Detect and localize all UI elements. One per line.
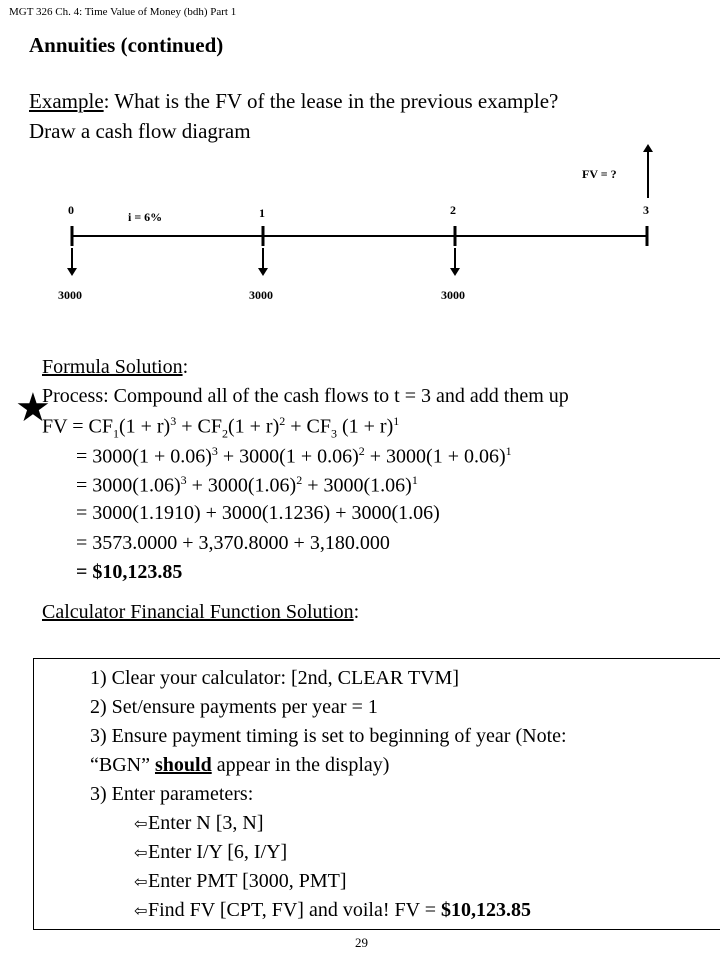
payment-label-2: 3000	[441, 288, 465, 302]
step-3-continued	[90, 754, 389, 777]
sub-step-pmt-text: Enter PMT [3000, PMT]	[148, 870, 347, 892]
formula-heading-colon: :	[182, 356, 189, 378]
calculator-heading-text: Calculator Financial Function Solution	[42, 601, 354, 623]
arrow-icon: ⇦	[134, 872, 148, 891]
sub-step-fv-text: Find FV [CPT, FV] and voila! FV =	[148, 899, 441, 921]
formula-line-4: = 3573.0000 + 3,370.8000 + 3,180.000	[76, 532, 390, 554]
sub-step-n	[134, 812, 264, 835]
payment-label-1: 3000	[249, 288, 273, 302]
formula-process: Process: Compound all of the cash flows to t = 3 and add them up	[42, 385, 569, 407]
calculator-heading	[42, 601, 359, 624]
sub-step-iy	[134, 841, 287, 864]
step-3: 3) Ensure payment timing is set to beginning of year (Note:	[90, 725, 567, 747]
step-2: 2) Set/ensure payments per year = 1	[90, 696, 378, 718]
example-instruction: Draw a cash flow diagram	[29, 119, 251, 143]
period-label-3: 3	[643, 203, 649, 217]
payment-label-0: 3000	[58, 288, 82, 302]
cash-flow-diagram	[0, 135, 720, 310]
page-number: 29	[355, 935, 368, 950]
calculator-heading-colon: :	[353, 601, 360, 623]
fv-result: $10,123.85	[440, 899, 531, 921]
star-icon: ★	[15, 385, 51, 431]
period-label-2: 2	[450, 203, 456, 217]
arrow-icon: ⇦	[134, 814, 148, 833]
example-question	[29, 89, 558, 114]
step-4: 3) Enter parameters:	[90, 783, 254, 805]
step-1: 1) Clear your calculator: [2nd, CLEAR TVM]	[90, 667, 459, 689]
fv-label: FV = ?	[582, 167, 617, 181]
calculator-steps-box	[33, 658, 720, 930]
formula-line-2: = $3000(1.06)^3 + 3000(1.06)^2 + 3000(1.06)^1$	[76, 473, 418, 497]
sub-step-pmt	[134, 870, 347, 893]
example-question-text: : What is the FV of the lease in the previous example?	[103, 89, 559, 113]
formula-line-0: FV = $CF_1(1 + r)^3 + CF_2(1 + r)^2 + CF_3$ $(1 + r)^1$	[42, 414, 400, 441]
arrow-icon: ⇦	[134, 901, 148, 920]
formula-line-1: = $3000(1 + 0.06)^3 + 3000(1 + 0.06)^2 + 3000(1 + 0.06)^1$	[76, 444, 512, 468]
formula-result: = $10,123.85	[76, 561, 183, 583]
formula-heading	[42, 356, 188, 379]
page-header: MGT 326 Ch. 4: Time Value of Money (bdh) Part 1	[9, 6, 237, 18]
step-3-should: should	[154, 754, 212, 776]
period-label-1: 1	[259, 206, 265, 220]
step-3-display: appear in the display)	[211, 754, 390, 776]
arrow-icon: ⇦	[134, 843, 148, 862]
formula-line-3: = 3000(1.1910) + 3000(1.1236) + 3000(1.06)	[76, 502, 440, 524]
example-label: Example	[29, 89, 104, 113]
section-title: Annuities (continued)	[29, 33, 224, 57]
sub-step-fv	[134, 899, 531, 922]
sub-step-n-text: Enter N [3, N]	[148, 812, 264, 834]
sub-step-iy-text: Enter I/Y [6, I/Y]	[148, 841, 288, 863]
rate-label: i = 6%	[128, 210, 163, 224]
step-3-bgn: “BGN”	[90, 754, 155, 776]
period-label-0: 0	[68, 203, 74, 217]
formula-heading-text: Formula Solution	[42, 356, 183, 378]
